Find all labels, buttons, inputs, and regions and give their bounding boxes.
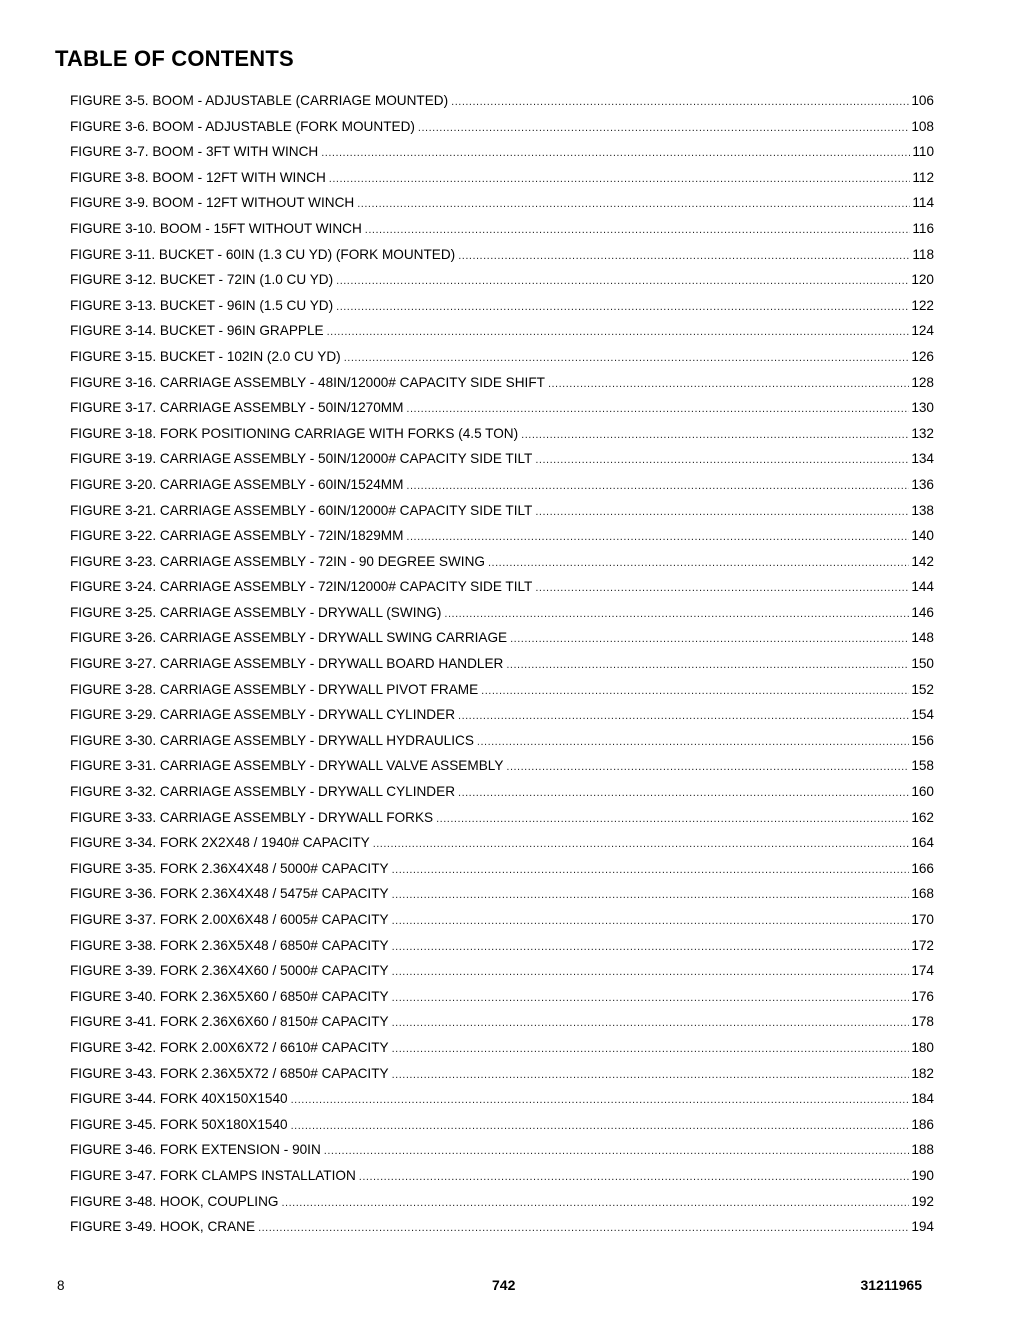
- dot-leader: [506, 755, 909, 781]
- toc-entry-page: 140: [911, 528, 934, 544]
- toc-entry-label: FIGURE 3-37. FORK 2.00X6X48 / 6005# CAPACITY: [70, 912, 389, 927]
- toc-entry[interactable]: [70, 1009, 934, 1035]
- toc-entry-page: 142: [911, 553, 934, 569]
- toc-entry-page: 190: [911, 1167, 934, 1183]
- toc-entry-label: FIGURE 3-12. BUCKET - 72IN (1.0 CU YD): [70, 272, 334, 288]
- toc-entry-label: FIGURE 3-35. FORK 2.36X4X48 / 5000# CAPACITY: [70, 860, 389, 876]
- dot-leader: [336, 269, 909, 295]
- dot-leader: [451, 90, 909, 116]
- dot-leader: [406, 525, 909, 551]
- dot-leader: [406, 474, 909, 500]
- toc-entry-page: 186: [911, 1116, 934, 1132]
- dot-leader: [521, 423, 909, 449]
- toc-entry-label: FIGURE 3-7. BOOM - 3FT WITH WINCH: [70, 144, 319, 160]
- dot-leader: [281, 1191, 909, 1217]
- toc-entry-label: FIGURE 3-49. HOOK, CRANE: [70, 1219, 256, 1235]
- toc-entry-page: 120: [911, 272, 934, 288]
- toc-entry[interactable]: [70, 753, 934, 779]
- toc-entry-label: FIGURE 3-5. BOOM - ADJUSTABLE (CARRIAGE MOUNTED): [70, 93, 449, 108]
- toc-entry-label: FIGURE 3-28. CARRIAGE ASSEMBLY - DRYWALL PIVOT FRAME: [70, 681, 479, 697]
- dot-leader: [488, 551, 909, 577]
- toc-entry-page: 106: [911, 93, 934, 108]
- dot-leader: [535, 500, 909, 526]
- toc-entry-page: 148: [911, 630, 934, 646]
- toc-entry-page: 130: [911, 400, 934, 416]
- toc-entry-label: FIGURE 3-11. BUCKET - 60IN (1.3 CU YD) (FORK MOUNTED): [70, 246, 456, 262]
- toc-entry-page: 170: [911, 912, 934, 927]
- toc-entry-label: FIGURE 3-15. BUCKET - 102IN (2.0 CU YD): [70, 348, 341, 364]
- toc-entry-label: FIGURE 3-25. CARRIAGE ASSEMBLY - DRYWALL (SWING): [70, 604, 442, 620]
- dot-leader: [392, 883, 910, 909]
- toc-entry[interactable]: [70, 370, 934, 396]
- toc-entry[interactable]: [70, 830, 934, 856]
- toc-entry[interactable]: [70, 984, 934, 1010]
- toc-entry-page: 144: [911, 579, 934, 595]
- toc-entry-page: 192: [911, 1193, 934, 1209]
- toc-entry-page: 118: [912, 246, 934, 262]
- toc-entry[interactable]: [70, 523, 934, 549]
- toc-entry-label: FIGURE 3-26. CARRIAGE ASSEMBLY - DRYWALL SWING CARRIAGE: [70, 630, 508, 646]
- dot-leader: [535, 576, 909, 602]
- toc-entry-label: FIGURE 3-23. CARRIAGE ASSEMBLY - 72IN - 90 DEGREE SWING: [70, 553, 485, 569]
- toc-entry-page: 114: [912, 195, 934, 211]
- dot-leader: [458, 781, 909, 807]
- toc-entry-page: 188: [911, 1142, 934, 1158]
- toc-entry-label: FIGURE 3-45. FORK 50X180X1540: [70, 1116, 288, 1132]
- dot-leader: [291, 1088, 910, 1114]
- toc-entry-page: 146: [911, 604, 934, 620]
- toc-entry-label: FIGURE 3-24. CARRIAGE ASSEMBLY - 72IN/12000# CAPACITY SIDE TILT: [70, 579, 533, 595]
- toc-entry-label: FIGURE 3-48. HOOK, COUPLING: [70, 1193, 279, 1209]
- dot-leader: [327, 320, 910, 346]
- footer-page-number: 8: [57, 1278, 65, 1293]
- dot-leader: [458, 244, 910, 270]
- toc-entry[interactable]: [70, 267, 934, 293]
- toc-entry-label: FIGURE 3-33. CARRIAGE ASSEMBLY - DRYWALL FORKS: [70, 809, 434, 825]
- dot-leader: [291, 1114, 910, 1140]
- toc-entry[interactable]: [70, 395, 934, 421]
- toc-entry-label: FIGURE 3-9. BOOM - 12FT WITHOUT WINCH: [70, 195, 355, 211]
- toc-entry-page: 178: [911, 1014, 934, 1030]
- toc-entry[interactable]: [70, 139, 934, 165]
- toc-list: [70, 88, 934, 1240]
- toc-entry[interactable]: [70, 1189, 934, 1215]
- toc-entry-label: FIGURE 3-41. FORK 2.36X6X60 / 8150# CAPACITY: [70, 1014, 389, 1030]
- toc-entry[interactable]: [70, 242, 934, 268]
- toc-entry-page: 122: [911, 297, 934, 313]
- dot-leader: [357, 192, 910, 218]
- toc-entry-page: 112: [912, 169, 934, 185]
- toc-entry[interactable]: [70, 421, 934, 447]
- toc-entry[interactable]: [70, 1035, 934, 1061]
- toc-entry-page: 108: [911, 118, 934, 134]
- toc-entry-page: 162: [911, 809, 934, 825]
- toc-entry-page: 126: [911, 348, 934, 364]
- dot-leader: [344, 346, 910, 372]
- toc-entry-page: 158: [911, 758, 934, 774]
- toc-entry[interactable]: [70, 805, 934, 831]
- dot-leader: [321, 141, 910, 167]
- toc-entry[interactable]: [70, 318, 934, 344]
- toc-entry-page: 132: [911, 425, 934, 441]
- toc-entry[interactable]: [70, 856, 934, 882]
- dot-leader: [392, 935, 910, 961]
- toc-entry[interactable]: [70, 1137, 934, 1163]
- toc-entry-page: 136: [911, 476, 934, 492]
- toc-entry-page: 194: [911, 1219, 934, 1235]
- toc-entry-page: 138: [911, 502, 934, 518]
- toc-entry[interactable]: [70, 1086, 934, 1112]
- toc-entry-page: 176: [911, 988, 934, 1004]
- footer-sheet-number: 742: [492, 1277, 516, 1293]
- toc-entry[interactable]: [70, 498, 934, 524]
- toc-entry-label: FIGURE 3-29. CARRIAGE ASSEMBLY - DRYWALL CYLINDER: [70, 707, 456, 723]
- dot-leader: [418, 116, 909, 142]
- dot-leader: [359, 1165, 910, 1191]
- dot-leader: [535, 448, 909, 474]
- toc-entry-page: 166: [911, 860, 934, 876]
- toc-entry-label: FIGURE 3-8. BOOM - 12FT WITH WINCH: [70, 169, 326, 185]
- toc-entry-page: 110: [912, 144, 934, 160]
- dot-leader: [506, 653, 909, 679]
- toc-entry-label: FIGURE 3-36. FORK 2.36X4X48 / 5475# CAPACITY: [70, 886, 389, 902]
- dot-leader: [392, 1011, 910, 1037]
- toc-entry-label: FIGURE 3-27. CARRIAGE ASSEMBLY - DRYWALL BOARD HANDLER: [70, 656, 504, 672]
- toc-entry-page: 172: [911, 937, 934, 953]
- toc-entry-label: FIGURE 3-20. CARRIAGE ASSEMBLY - 60IN/1524MM: [70, 476, 404, 492]
- toc-entry-label: FIGURE 3-46. FORK EXTENSION - 90IN: [70, 1142, 321, 1158]
- toc-entry-label: FIGURE 3-18. FORK POSITIONING CARRIAGE WITH FORKS (4.5 TON): [70, 425, 519, 441]
- toc-entry-label: FIGURE 3-38. FORK 2.36X5X48 / 6850# CAPACITY: [70, 937, 389, 953]
- dot-leader: [458, 704, 909, 730]
- toc-entry-label: FIGURE 3-19. CARRIAGE ASSEMBLY - 50IN/12000# CAPACITY SIDE TILT: [70, 451, 533, 467]
- dot-leader: [406, 397, 909, 423]
- toc-entry-page: 128: [911, 374, 934, 390]
- toc-entry-label: FIGURE 3-30. CARRIAGE ASSEMBLY - DRYWALL HYDRAULICS: [70, 732, 474, 748]
- toc-entry[interactable]: [70, 165, 934, 191]
- toc-entry-page: 164: [911, 835, 934, 851]
- toc-entry[interactable]: [70, 933, 934, 959]
- dot-leader: [481, 679, 909, 705]
- toc-entry-label: FIGURE 3-16. CARRIAGE ASSEMBLY - 48IN/12000# CAPACITY SIDE SHIFT: [70, 374, 545, 390]
- toc-entry[interactable]: [70, 702, 934, 728]
- page-title: TABLE OF CONTENTS: [55, 46, 294, 71]
- dot-leader: [324, 1139, 910, 1165]
- toc-entry-page: 160: [911, 784, 934, 800]
- dot-leader: [392, 858, 910, 884]
- toc-entry-page: 182: [911, 1065, 934, 1081]
- dot-leader: [329, 167, 911, 193]
- toc-entry-page: 174: [911, 963, 934, 979]
- toc-entry-label: FIGURE 3-13. BUCKET - 96IN (1.5 CU YD): [70, 297, 334, 313]
- toc-entry[interactable]: [70, 190, 934, 216]
- toc-entry[interactable]: [70, 600, 934, 626]
- toc-entry-label: FIGURE 3-44. FORK 40X150X1540: [70, 1091, 288, 1107]
- dot-leader: [392, 960, 910, 986]
- toc-entry-page: 150: [911, 656, 934, 672]
- toc-entry-label: FIGURE 3-14. BUCKET - 96IN GRAPPLE: [70, 323, 324, 339]
- toc-entry[interactable]: [70, 1163, 934, 1189]
- toc-entry[interactable]: [70, 344, 934, 370]
- dot-leader: [373, 832, 910, 858]
- toc-entry-label: FIGURE 3-21. CARRIAGE ASSEMBLY - 60IN/12000# CAPACITY SIDE TILT: [70, 502, 533, 518]
- toc-entry-page: 168: [911, 886, 934, 902]
- toc-entry-page: 184: [911, 1091, 934, 1107]
- toc-entry-label: FIGURE 3-32. CARRIAGE ASSEMBLY - DRYWALL CYLINDER: [70, 784, 456, 800]
- toc-entry[interactable]: [70, 114, 934, 140]
- toc-entry-label: FIGURE 3-40. FORK 2.36X5X60 / 6850# CAPACITY: [70, 988, 389, 1004]
- toc-entry-page: 152: [911, 681, 934, 697]
- toc-entry[interactable]: [70, 472, 934, 498]
- toc-entry[interactable]: [70, 446, 934, 472]
- toc-entry[interactable]: [70, 677, 934, 703]
- dot-leader: [477, 730, 909, 756]
- toc-entry[interactable]: [70, 1214, 934, 1240]
- toc-entry-label: FIGURE 3-39. FORK 2.36X4X60 / 5000# CAPACITY: [70, 963, 389, 979]
- toc-entry[interactable]: [70, 651, 934, 677]
- toc-entry[interactable]: [70, 216, 934, 242]
- toc-entry[interactable]: [70, 907, 934, 933]
- toc-entry-page: 156: [911, 732, 934, 748]
- dot-leader: [392, 909, 910, 935]
- toc-entry[interactable]: [70, 88, 934, 114]
- dot-leader: [392, 1063, 910, 1089]
- toc-entry-label: FIGURE 3-47. FORK CLAMPS INSTALLATION: [70, 1167, 356, 1183]
- dot-leader: [444, 602, 909, 628]
- dot-leader: [392, 1037, 910, 1063]
- toc-entry[interactable]: [70, 779, 934, 805]
- toc-entry-label: FIGURE 3-6. BOOM - ADJUSTABLE (FORK MOUNTED): [70, 118, 415, 134]
- toc-entry-label: FIGURE 3-42. FORK 2.00X6X72 / 6610# CAPACITY: [70, 1039, 389, 1055]
- toc-entry-label: FIGURE 3-22. CARRIAGE ASSEMBLY - 72IN/1829MM: [70, 528, 404, 544]
- dot-leader: [336, 295, 909, 321]
- toc-entry-label: FIGURE 3-10. BOOM - 15FT WITHOUT WINCH: [70, 220, 362, 236]
- toc-entry[interactable]: [70, 293, 934, 319]
- toc-entry[interactable]: [70, 549, 934, 575]
- toc-entry-label: FIGURE 3-31. CARRIAGE ASSEMBLY - DRYWALL VALVE ASSEMBLY: [70, 758, 504, 774]
- dot-leader: [548, 372, 909, 398]
- toc-entry-label: FIGURE 3-17. CARRIAGE ASSEMBLY - 50IN/1270MM: [70, 400, 404, 416]
- toc-entry-page: 180: [911, 1039, 934, 1055]
- toc-entry-label: FIGURE 3-43. FORK 2.36X5X72 / 6850# CAPACITY: [70, 1065, 389, 1081]
- toc-entry[interactable]: [70, 574, 934, 600]
- toc-entry-page: 134: [911, 451, 934, 467]
- toc-entry-page: 154: [911, 707, 934, 723]
- toc-entry[interactable]: [70, 728, 934, 754]
- toc-entry[interactable]: [70, 1061, 934, 1087]
- toc-entry[interactable]: [70, 625, 934, 651]
- toc-entry-label: FIGURE 3-34. FORK 2X2X48 / 1940# CAPACITY: [70, 835, 370, 851]
- toc-entry-page: 124: [911, 323, 934, 339]
- dot-leader: [258, 1216, 909, 1242]
- toc-entry[interactable]: [70, 1112, 934, 1138]
- toc-entry[interactable]: [70, 881, 934, 907]
- toc-entry-page: 116: [912, 220, 934, 236]
- dot-leader: [436, 807, 909, 833]
- footer-document-number: 31211965: [860, 1277, 922, 1293]
- dot-leader: [392, 986, 910, 1012]
- dot-leader: [510, 627, 909, 653]
- dot-leader: [365, 218, 911, 244]
- toc-entry[interactable]: [70, 958, 934, 984]
